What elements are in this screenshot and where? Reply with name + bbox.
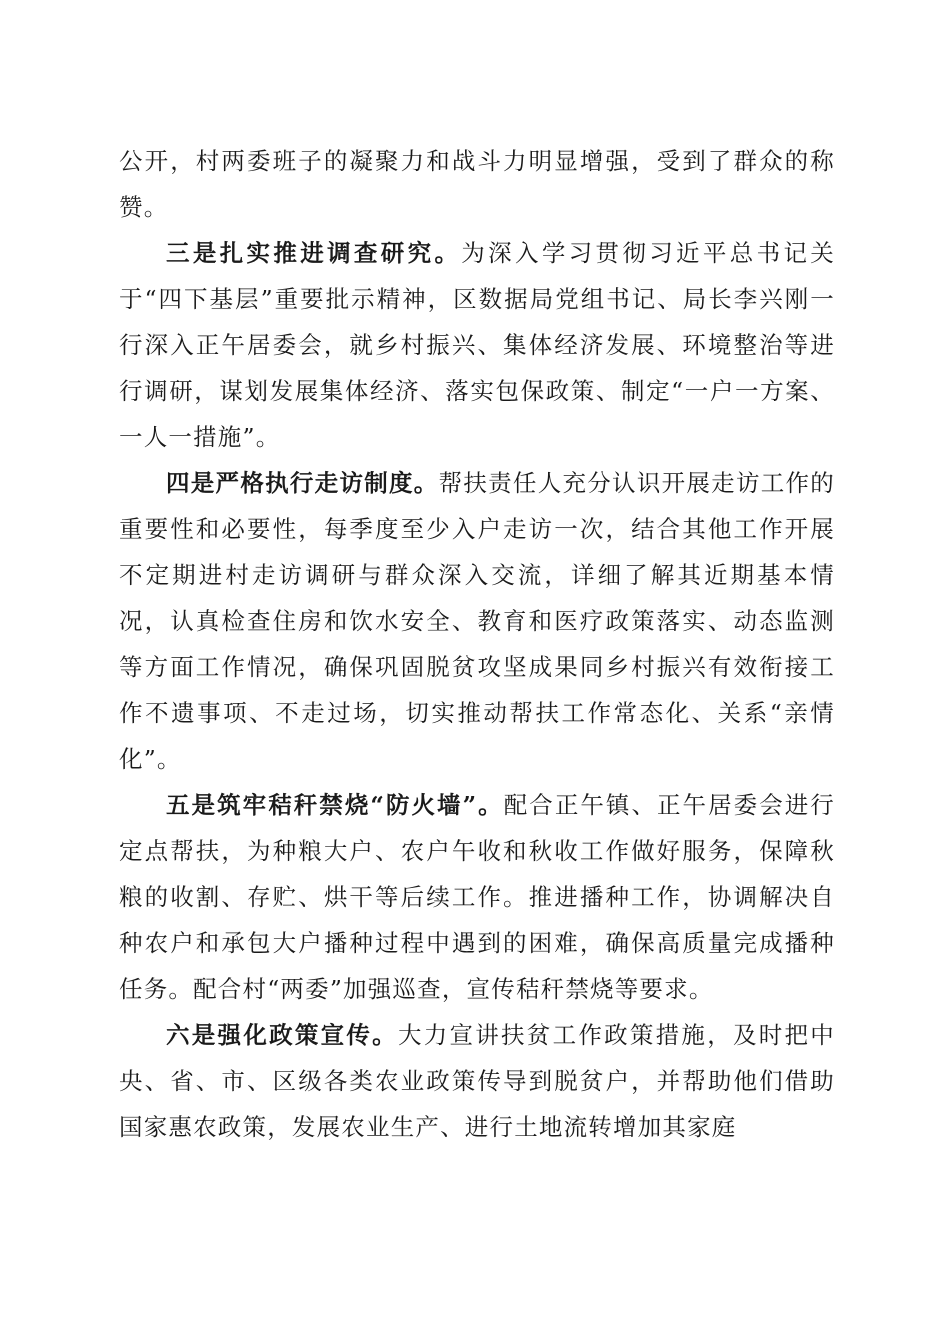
paragraph-body: 大力宣讲扶贫工作政策措施，及时把中央、省、市、区级各类农业政策传导到脱贫户，并帮助他们借助国家惠农政策，发展农业生产、进行土地流转增加其家庭 (119, 1021, 835, 1141)
paragraph-research (119, 230, 835, 460)
paragraph-lead: 六是强化政策宣传。 (166, 1021, 398, 1049)
paragraph-body: 配合正午镇、正午居委会进行定点帮扶，为种粮大户、农户午收和秋收工作做好服务，保障秋粮的收割、存贮、烘干等后续工作。推进播种工作，协调解决自种农户和承包大户播种过程中遇到的困难，确保高质量完成播种任务。配合村“两委”加强巡查，宣传秸秆禁烧等要求。 (119, 791, 835, 1003)
paragraph-body: 为深入学习贯彻习近平总书记关于“四下基层”重要批示精神，区数据局党组书记、局长李兴刚一行深入正午居委会，就乡村振兴、集体经济发展、环境整治等进行调研，谋划发展集体经济、落实包保政策、制定“一户一方案、一人一措施”。 (119, 239, 835, 451)
paragraph-body: 帮扶责任人充分认识开展走访工作的重要性和必要性，每季度至少入户走访一次，结合其他工作开展不定期进村走访调研与群众深入交流，详细了解其近期基本情况，认真检查住房和饮水安全、教育和医疗政策落实、动态监测等方面工作情况，确保巩固脱贫攻坚成果同乡村振兴有效衔接工作不遗事项、不走过场，切实推动帮扶工作常态化、关系“亲情化”。 (119, 469, 836, 773)
paragraph-visits (119, 460, 835, 782)
paragraph-lead: 三是扎实推进调查研究。 (166, 239, 462, 267)
paragraph-lead: 五是筑牢秸秆禁烧“防火墙”。 (166, 791, 504, 819)
body-text (119, 138, 835, 1150)
paragraph-body: 公开，村两委班子的凝聚力和战斗力明显增强，受到了群众的称赞。 (119, 147, 835, 221)
paragraph-continuation (119, 138, 835, 230)
paragraph-policy-promotion (119, 1012, 835, 1150)
paragraph-lead: 四是严格执行走访制度。 (166, 469, 439, 497)
paragraph-straw-burning (119, 782, 835, 1012)
